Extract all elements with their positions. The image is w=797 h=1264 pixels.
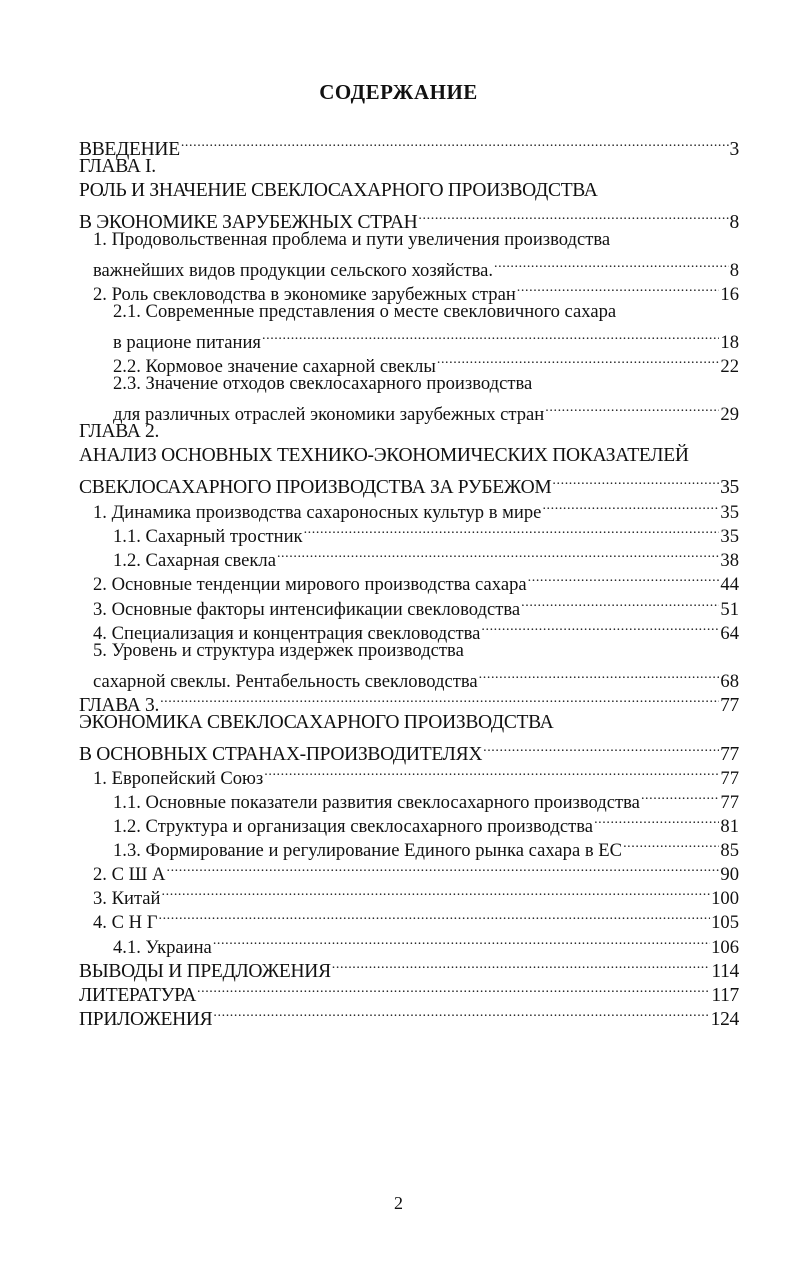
toc-chapter-1-title[interactable] bbox=[79, 179, 598, 203]
toc-section-3-2[interactable] bbox=[93, 856, 739, 885]
toc-subsection-2-1[interactable] bbox=[113, 300, 616, 324]
toc-entry-page: 117 bbox=[711, 985, 739, 1006]
toc-section-2-5-cont[interactable] bbox=[93, 663, 739, 692]
toc-entry-page: 51 bbox=[720, 599, 739, 620]
toc-entry-text: важнейших видов продукции сельского хозяйства. bbox=[93, 260, 494, 281]
toc-entry-page: 90 bbox=[720, 864, 739, 885]
toc-entry-text: ГЛАВА I. bbox=[79, 156, 156, 177]
toc-entry-page: 64 bbox=[720, 623, 739, 644]
dot-leader bbox=[160, 687, 719, 711]
toc-conclusions[interactable] bbox=[79, 953, 739, 982]
dot-leader bbox=[481, 615, 719, 639]
toc-entry-text: АНАЛИЗ ОСНОВНЫХ ТЕХНИКО-ЭКОНОМИЧЕСКИХ ПОКАЗАТЕЛЕЙ bbox=[79, 445, 689, 466]
toc-entry-page: 35 bbox=[720, 526, 739, 547]
toc-entry-text: В ЭКОНОМИКЕ ЗАРУБЕЖНЫХ СТРАН bbox=[79, 212, 418, 233]
toc-section-1-2[interactable] bbox=[93, 276, 739, 305]
dot-leader bbox=[623, 832, 719, 856]
toc-subsection-2-3[interactable] bbox=[113, 372, 532, 396]
toc-entry-page: 16 bbox=[720, 284, 739, 305]
toc-entry-text: 1. Продовольственная проблема и пути увеличения производства bbox=[93, 229, 611, 250]
toc-entry-text: 2. Основные тенденции мирового производства сахара bbox=[93, 574, 527, 595]
toc-entry-text: 3. Китай bbox=[93, 888, 161, 909]
dot-leader bbox=[545, 396, 719, 420]
toc-entry-page: 106 bbox=[711, 937, 739, 958]
dot-leader bbox=[213, 1001, 709, 1025]
toc-entry-text: 1.1. Сахарный тростник bbox=[113, 526, 303, 547]
page-title: СОДЕРЖАНИЕ bbox=[319, 80, 478, 104]
toc-entry-text: 1. Европейский Союз bbox=[93, 768, 264, 789]
toc-subsection-2-2[interactable] bbox=[113, 348, 739, 377]
toc-entry-text: 2.2. Кормовое значение сахарной свеклы bbox=[113, 356, 436, 377]
toc-section-2-3[interactable] bbox=[93, 591, 739, 620]
toc-entry-text: сахарной свеклы. Рентабельность свекловодства bbox=[93, 671, 478, 692]
toc-entry-text: 1.2. Структура и организация свеклосахарного производства bbox=[113, 816, 594, 837]
toc-chapter-2-label[interactable] bbox=[79, 420, 159, 444]
toc-entry-text: 2. С Ш А bbox=[93, 864, 166, 885]
dot-leader bbox=[262, 324, 719, 348]
toc-entry-text: 1.2. Сахарная свекла bbox=[113, 550, 276, 571]
toc-entry-text: 1.1. Основные показатели развития свеклосахарного производства bbox=[113, 792, 640, 813]
toc-chapter-2-title-cont[interactable] bbox=[79, 469, 739, 498]
dot-leader bbox=[213, 929, 710, 953]
toc-chapter-1-title-cont[interactable] bbox=[79, 204, 739, 233]
toc-entry-text: 2.1. Современные представления о месте свекловичного сахара bbox=[113, 301, 617, 322]
toc-chapter-3-title[interactable] bbox=[79, 711, 553, 735]
toc-entry-page: 18 bbox=[720, 332, 739, 353]
toc-entry-page: 8 bbox=[729, 212, 739, 233]
toc-entry-page: 77 bbox=[720, 695, 739, 716]
toc-section-1-1[interactable] bbox=[93, 228, 610, 252]
toc-subsection-2-1-cont[interactable] bbox=[113, 324, 739, 353]
toc-entry-page: 77 bbox=[720, 744, 739, 765]
toc-entry-text: в рационе питания bbox=[113, 332, 261, 353]
toc-chapter-3-label[interactable] bbox=[79, 687, 739, 716]
dot-leader bbox=[517, 276, 720, 300]
dot-leader bbox=[304, 518, 720, 542]
toc-entry-page: 100 bbox=[711, 888, 739, 909]
toc-entry-text: 4. С Н Г bbox=[93, 912, 158, 933]
toc-entry-page: 114 bbox=[711, 961, 739, 982]
dot-leader bbox=[437, 348, 720, 372]
toc-entry-page: 81 bbox=[720, 816, 739, 837]
dot-leader bbox=[181, 131, 729, 155]
toc-section-1-1-cont[interactable] bbox=[93, 252, 739, 281]
toc-entry-text: для различных отраслей экономики зарубежных стран bbox=[113, 404, 545, 425]
dot-leader bbox=[277, 542, 719, 566]
toc-entry-text: СВЕКЛОСАХАРНОГО ПРОИЗВОДСТВА ЗА РУБЕЖОМ bbox=[79, 477, 552, 498]
toc-entry-text: ВВЕДЕНИЕ bbox=[79, 139, 180, 160]
toc-entry-page: 8 bbox=[729, 260, 739, 281]
toc-section-2-2[interactable] bbox=[93, 566, 739, 595]
toc-subsection-3-4-1[interactable] bbox=[113, 929, 739, 958]
toc-chapter-2-title[interactable] bbox=[79, 444, 689, 468]
toc-entry-page: 29 bbox=[720, 404, 739, 425]
toc-entry-page: 68 bbox=[720, 671, 739, 692]
toc-entry-text: 4.1. Украина bbox=[113, 937, 212, 958]
dot-leader bbox=[483, 736, 719, 760]
toc-entry-page: 85 bbox=[720, 840, 739, 861]
page-number: 2 bbox=[394, 1193, 403, 1213]
toc-chapter-3-title-cont[interactable] bbox=[79, 736, 739, 765]
toc-entry-page: 77 bbox=[720, 792, 739, 813]
dot-leader bbox=[166, 856, 719, 880]
toc-entry-text: ЛИТЕРАТУРА bbox=[79, 985, 196, 1006]
toc-entry-text: 1. Динамика производства сахароносных культур в мире bbox=[93, 502, 542, 523]
toc-subsection-1-1[interactable] bbox=[113, 518, 739, 547]
toc-section-3-3[interactable] bbox=[93, 880, 739, 909]
dot-leader bbox=[494, 252, 729, 276]
toc-entry-page: 35 bbox=[720, 502, 739, 523]
toc-entry-introduction[interactable] bbox=[79, 131, 739, 160]
dot-leader bbox=[479, 663, 720, 687]
dot-leader bbox=[332, 953, 711, 977]
toc-entry-text: ПРИЛОЖЕНИЯ bbox=[79, 1009, 213, 1030]
toc-entry-page: 77 bbox=[720, 768, 739, 789]
toc-section-2-1[interactable] bbox=[93, 494, 739, 523]
toc-entry-text: РОЛЬ И ЗНАЧЕНИЕ СВЕКЛОСАХАРНОГО ПРОИЗВОДСТВА bbox=[79, 180, 598, 201]
toc-entry-page: 124 bbox=[710, 1009, 739, 1030]
toc-entry-page: 22 bbox=[720, 356, 739, 377]
dot-leader bbox=[641, 784, 719, 808]
toc-entry-text: ЭКОНОМИКА СВЕКЛОСАХАРНОГО ПРОИЗВОДСТВА bbox=[79, 712, 554, 733]
toc-entry-page: 35 bbox=[720, 477, 739, 498]
dot-leader bbox=[418, 204, 728, 228]
toc-subsection-2-3-cont[interactable] bbox=[113, 396, 739, 425]
toc-entry-text: ГЛАВА 3. bbox=[79, 695, 160, 716]
dot-leader bbox=[197, 977, 710, 1001]
toc-subsection-1-2[interactable] bbox=[113, 542, 739, 571]
toc-subsection-3-1-1[interactable] bbox=[113, 784, 739, 813]
toc-entry-text: ВЫВОДЫ И ПРЕДЛОЖЕНИЯ bbox=[79, 961, 331, 982]
toc-entry-text: ГЛАВА 2. bbox=[79, 421, 160, 442]
dot-leader bbox=[162, 880, 711, 904]
toc-section-3-1[interactable] bbox=[93, 760, 739, 789]
toc-section-2-4[interactable] bbox=[93, 615, 739, 644]
toc-chapter-1-label[interactable] bbox=[79, 155, 156, 179]
toc-entry-text: 2.3. Значение отходов свеклосахарного производства bbox=[113, 373, 533, 394]
dot-leader bbox=[528, 566, 720, 590]
toc-entry-page: 44 bbox=[720, 574, 739, 595]
toc-section-3-4[interactable] bbox=[93, 904, 739, 933]
toc-entry-text: В ОСНОВНЫХ СТРАНАХ-ПРОИЗВОДИТЕЛЯХ bbox=[79, 744, 483, 765]
dot-leader bbox=[158, 904, 710, 928]
dot-leader bbox=[521, 591, 719, 615]
toc-entry-page: 105 bbox=[711, 912, 739, 933]
toc-literature[interactable] bbox=[79, 977, 739, 1006]
toc-subsection-3-1-3[interactable] bbox=[113, 832, 739, 861]
toc-entry-text: 4. Специализация и концентрация свекловодства bbox=[93, 623, 481, 644]
dot-leader bbox=[594, 808, 719, 832]
toc-entry-page: 38 bbox=[720, 550, 739, 571]
dot-leader bbox=[264, 760, 719, 784]
toc-subsection-3-1-2[interactable] bbox=[113, 808, 739, 837]
dot-leader bbox=[542, 494, 719, 518]
dot-leader bbox=[552, 469, 719, 493]
toc-entry-text: 3. Основные факторы интенсификации свекловодства bbox=[93, 599, 521, 620]
toc-appendices[interactable] bbox=[79, 1001, 739, 1030]
toc-entry-text: 2. Роль свекловодства в экономике зарубежных стран bbox=[93, 284, 516, 305]
toc-section-2-5[interactable] bbox=[93, 639, 464, 663]
toc-entry-text: 1.3. Формирование и регулирование Единого рынка сахара в ЕС bbox=[113, 840, 623, 861]
toc-entry-page: 3 bbox=[729, 139, 739, 160]
toc-entry-text: 5. Уровень и структура издержек производства bbox=[93, 640, 464, 661]
